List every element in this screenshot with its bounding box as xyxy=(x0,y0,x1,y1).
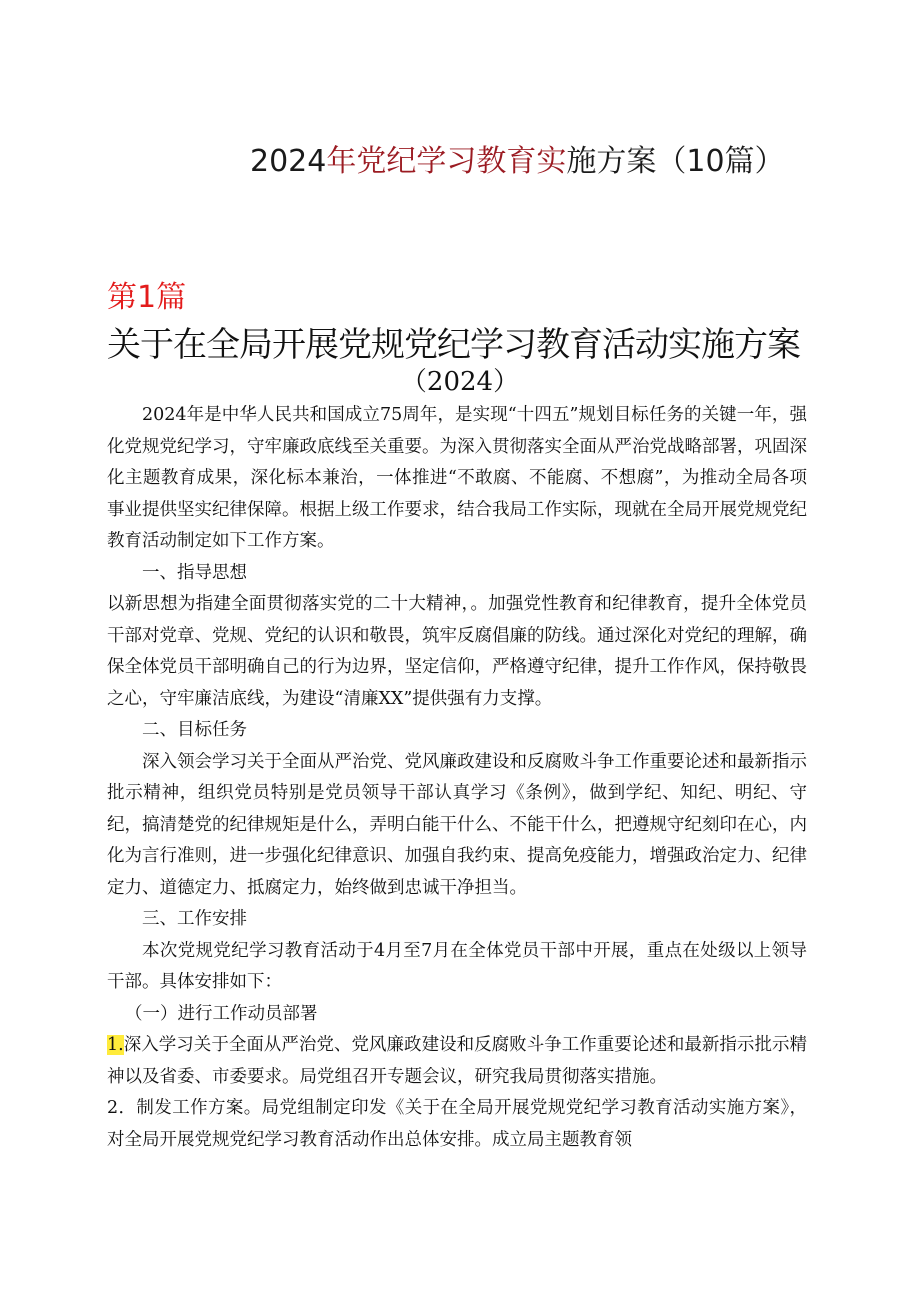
title-highlight: 年党纪学习教育实 xyxy=(326,144,567,179)
heading-goals: 二、目标任务 xyxy=(142,720,247,740)
title-year: 2024 xyxy=(250,144,327,179)
arrangement-paragraph: 本次党规党纪学习教育活动于4月至7月在全体党员干部中开展，重点在处级以上领导干部。具体安排如下： xyxy=(107,940,807,992)
section-title: 关于在全局开展党规党纪学习教育活动实施方案 xyxy=(107,325,800,365)
guiding-thought-paragraph: 以新思想为指建全面贯彻落实党的二十大精神，。加强党性教育和纪律教育，提升全体党员干部对党章、党规、党纪的认识和敬畏，筑牢反腐倡廉的防线。通过深化对党纪的理解，确保全体党员干部明确自己的行为边界，坚定信仰，严格遵守纪律，提升工作作风，保持敬畏之心，守牢廉洁底线，为建设“清廉XX”提供强有力支撑。 xyxy=(107,594,807,709)
subheading-mobilization: （一）进行工作动员部署 xyxy=(125,1003,318,1024)
heading-arrangement: 三、工作安排 xyxy=(142,909,247,929)
list-item xyxy=(107,1030,807,1093)
section-year: （2024） xyxy=(400,367,520,397)
intro-paragraph: 2024年是中华人民共和国成立75周年，是实现“十四五”规划目标任务的关键一年，强化党规党纪学习，守牢廉政底线至关重要。为深入贯彻落实全面从严治党战略部署，巩固深化主题教育成果，深化标本兼治，一体推进“不敢腐、不能腐、不想腐”，为推动全局各项事业提供坚实纪律保障。根据上级工作要求，结合我局工作实际，现就在全局开展党规党纪教育活动制定如下工作方案。 xyxy=(107,405,807,551)
item-number: 1. xyxy=(107,1035,124,1055)
document-title xyxy=(250,142,785,182)
goals-paragraph: 深入领会学习关于全面从严治党、党风廉政建设和反腐败斗争工作重要论述和最新指示批示精神，组织党员特别是党员领导干部认真学习《条例》，做到学纪、知纪、明纪、守纪，搞清楚党的纪律规矩是什么，弄明白能干什么、不能干什么，把遵规守纪刻印在心，内化为言行准则，进一步强化纪律意识、加强自我约束、提高免疫能力，增强政治定力、纪律定力、道德定力、抵腐定力，始终做到忠诚干净担当。 xyxy=(107,751,807,898)
heading-guiding-thought: 一、指导思想 xyxy=(142,562,247,583)
item-number: 2． xyxy=(107,1098,137,1118)
title-rest: 施方案（10篇） xyxy=(566,144,785,179)
body-text xyxy=(107,400,807,1156)
part-label: 第1篇 xyxy=(107,280,187,315)
item-text: 制发工作方案。局党组制定印发《关于在全局开展党规党纪学习教育活动实施方案》，对全局开展党规党纪学习教育活动作出总体安排。成立局主题教育领 xyxy=(107,1098,808,1150)
item-text: 深入学习关于全面从严治党、党风廉政建设和反腐败斗争工作重要论述和最新指示批示精神以及省委、市委要求。局党组召开专题会议，研究我局贯彻落实措施。 xyxy=(107,1035,807,1087)
list-item xyxy=(107,1093,807,1156)
